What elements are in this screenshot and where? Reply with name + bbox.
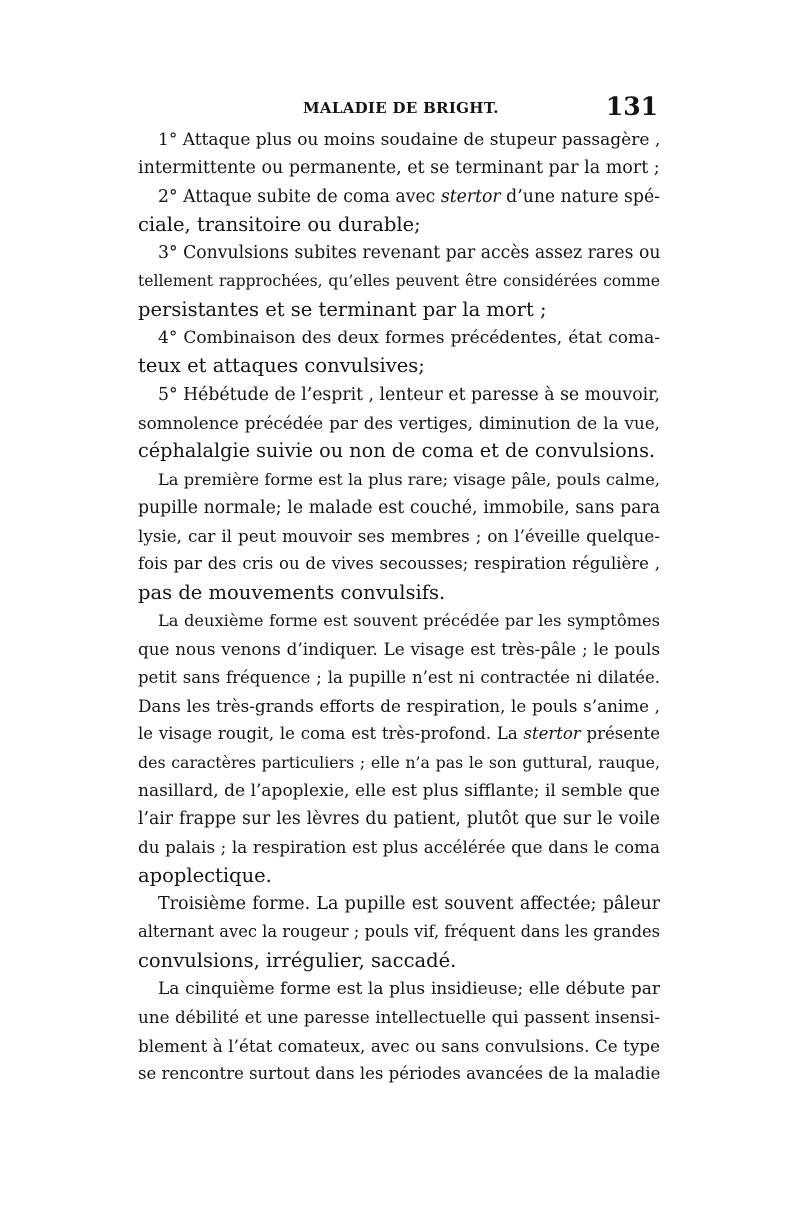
text-line: Troisième forme. La pupille est souvent affectée; pâleur: [158, 894, 660, 915]
text-line: La cinquième forme est la plus insidieuse; elle débute par: [158, 978, 660, 999]
text-line: nasillard, de l’apoplexie, elle est plus sifflante; il semble que: [138, 780, 660, 801]
text-line: apoplectique.: [138, 863, 272, 887]
text-line: pas de mouvements convulsifs.: [138, 580, 446, 604]
text-line: petit sans fréquence ; la pupille n’est ni contractée ni dilatée.: [138, 667, 660, 687]
text-line: 1° Attaque plus ou moins soudaine de stupeur passagère ,: [158, 130, 660, 150]
text-line: pupille normale; le malade est couché, immobile, sans para: [138, 497, 660, 518]
text-line: somnolence précédée par des vertiges, diminution de la vue,: [138, 412, 660, 433]
text-line: Dans les très-grands efforts de respiration, le pouls s’anime ,: [138, 695, 660, 716]
text-line: tellement rapprochées, qu’elles peuvent être considérées comme: [138, 272, 660, 291]
text-line: 5° Hébétude de l’esprit , lenteur et paresse à se mouvoir,: [158, 384, 660, 405]
body-text: [138, 126, 660, 1088]
running-head: [138, 88, 658, 128]
italic-term: stertor: [523, 724, 581, 744]
running-title: MALADIE DE BRIGHT.: [303, 99, 499, 117]
text-line: l’air frappe sur les lèvres du patient, plutôt que sur le voile: [138, 809, 660, 830]
text-line: alternant avec la rougeur ; pouls vif, fréquent dans les grandes: [138, 922, 660, 942]
text-line: convulsions, irrégulier, saccadé.: [138, 948, 457, 972]
text-line: La deuxième forme est souvent précédée par les symptômes: [158, 611, 660, 631]
text-line: que nous venons d’indiquer. Le visage est très-pâle ; le pouls: [138, 639, 660, 660]
text-line: ciale, transitoire ou durable;: [138, 212, 421, 236]
text-line: céphalalgie suivie ou non de coma et de convulsions.: [138, 439, 656, 463]
text-line: lysie, car il peut mouvoir ses membres ; on l’éveille quelque-: [138, 526, 660, 547]
text-line: des caractères particuliers ; elle n’a pas le son guttural, rauque,: [138, 752, 660, 772]
text-line: persistantes et se terminant par la mort ;: [138, 297, 547, 321]
italic-term: stertor: [440, 186, 501, 207]
text-line: 2° Attaque subite de coma avec stertor d’une nature spé-: [158, 186, 660, 207]
text-line: La première forme est la plus rare; visage pâle, pouls calme,: [158, 469, 660, 489]
page-number: 131: [605, 92, 658, 121]
text-line: blement à l’état comateux, avec ou sans convulsions. Ce type: [138, 1035, 660, 1056]
text-line: une débilité et une paresse intellectuelle qui passent insensi-: [138, 1007, 660, 1028]
text-line: le visage rougit, le coma est très-profond. La stertor présente: [138, 724, 660, 744]
text-line: 3° Convulsions subites revenant par accès assez rares ou: [158, 243, 660, 264]
text-line: 4° Combinaison des deux formes précédentes, état coma-: [158, 328, 660, 349]
text-line: se rencontre surtout dans les périodes avancées de la maladie: [138, 1063, 660, 1083]
text-line: intermittente ou permanente, et se terminant par la mort ;: [138, 158, 660, 179]
text-line: fois par des cris ou de vives secousses; respiration régulière ,: [138, 554, 660, 574]
text-line: teux et attaques convulsives;: [138, 354, 425, 378]
text-line: du palais ; la respiration est plus accélérée que dans le coma: [138, 837, 660, 858]
